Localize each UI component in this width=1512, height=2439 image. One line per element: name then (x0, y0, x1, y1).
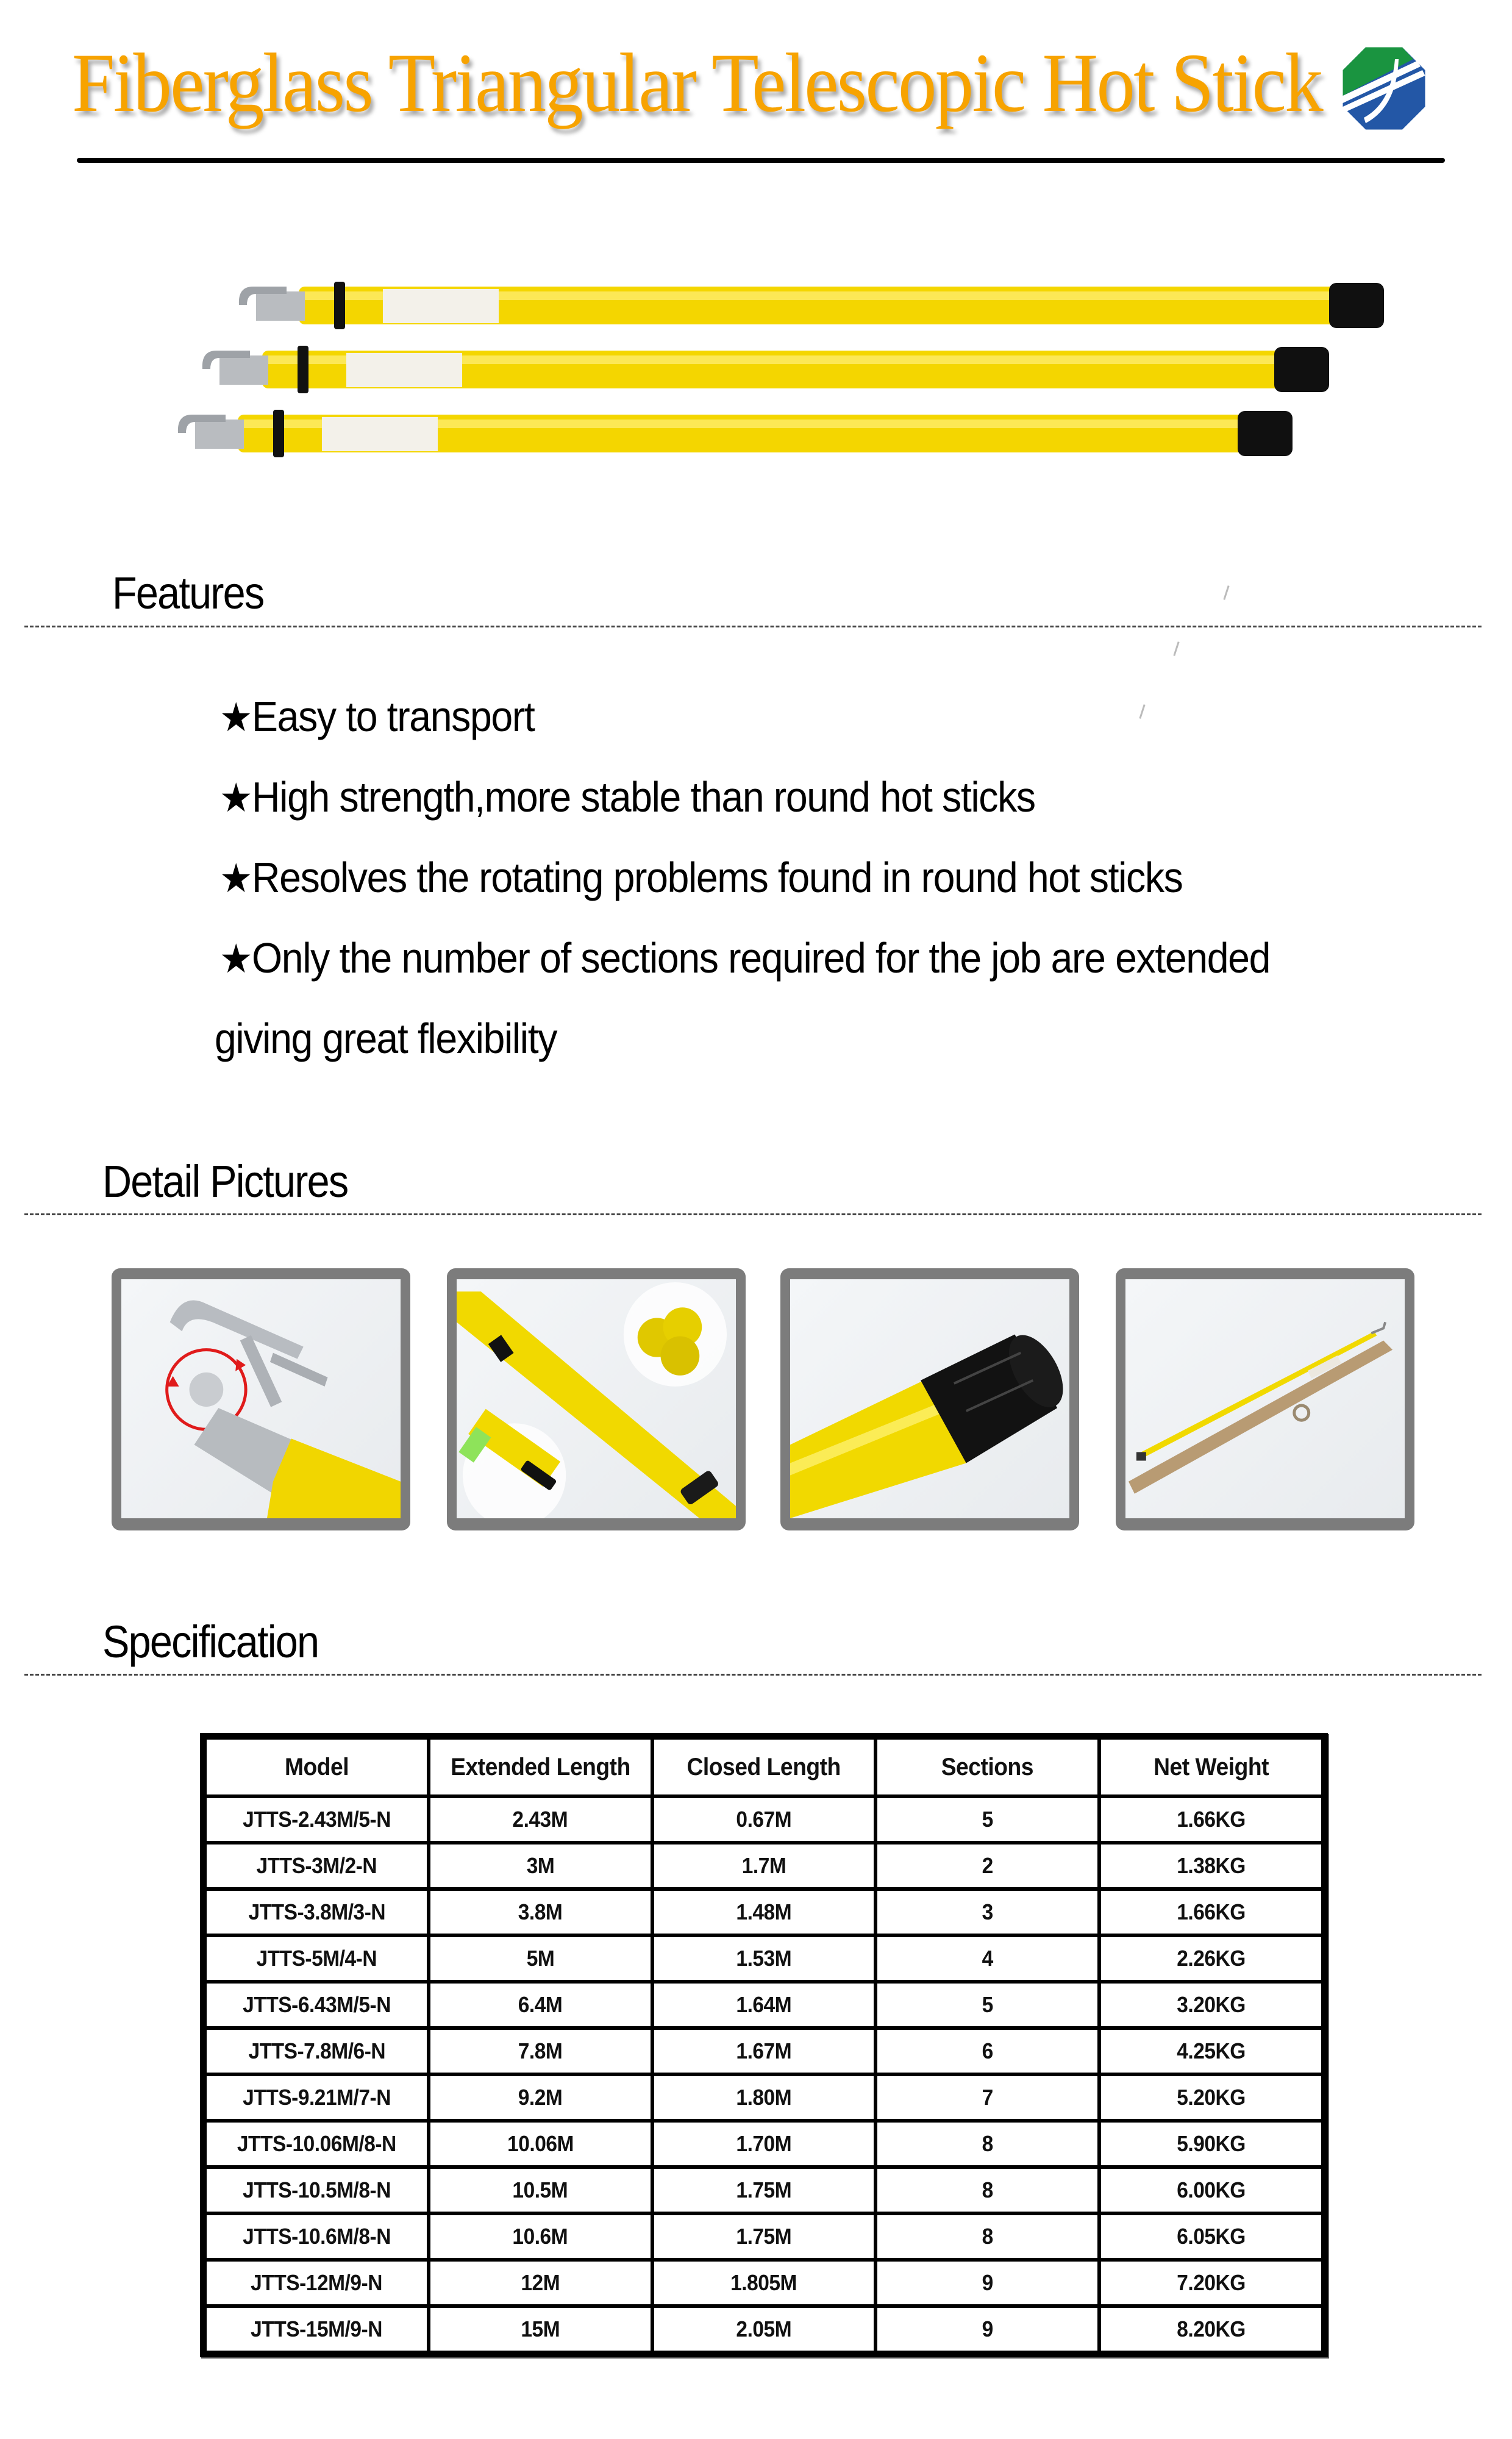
features-divider (24, 626, 1482, 627)
cell-closed-length: 1.805M (652, 2260, 876, 2306)
cell-model: JTTS-3.8M/3-N (205, 1889, 429, 1935)
cell-net-weight: 1.66KG (1099, 1796, 1323, 1843)
feature-item: ★Resolves the rotating problems found in round hot sticks (219, 854, 1183, 902)
cell-extended-length: 3.8M (429, 1889, 652, 1935)
cell-extended-length: 6.4M (429, 1982, 652, 2028)
table-row (205, 1982, 1323, 2028)
cell-sections: 9 (875, 2260, 1099, 2306)
cell-extended-length: 15M (429, 2306, 652, 2352)
cell-sections: 8 (875, 2213, 1099, 2260)
cell-model: JTTS-10.5M/8-N (205, 2167, 429, 2213)
table-row (205, 2260, 1323, 2306)
detail-picture-4[interactable] (1116, 1268, 1414, 1530)
cell-extended-length: 12M (429, 2260, 652, 2306)
cell-extended-length: 2.43M (429, 1796, 652, 1843)
cell-sections: 9 (875, 2306, 1099, 2352)
cell-closed-length: 1.70M (652, 2121, 876, 2167)
column-header-closed-length: Closed Length (652, 1738, 876, 1796)
specification-divider (24, 1674, 1482, 1676)
features-list (215, 677, 1439, 1078)
cell-net-weight: 3.20KG (1099, 1982, 1323, 2028)
column-header-net-weight: Net Weight (1099, 1738, 1323, 1796)
cell-closed-length: 1.53M (652, 1935, 876, 1982)
cell-closed-length: 0.67M (652, 1796, 876, 1843)
cell-net-weight: 8.20KG (1099, 2306, 1323, 2352)
cell-closed-length: 2.05M (652, 2306, 876, 2352)
cell-net-weight: 7.20KG (1099, 2260, 1323, 2306)
column-header-sections: Sections (875, 1738, 1099, 1796)
cell-closed-length: 1.75M (652, 2213, 876, 2260)
detail-picture-1[interactable] (112, 1268, 410, 1530)
feature-item-continuation: giving great flexibility (215, 1015, 557, 1062)
cell-net-weight: 1.66KG (1099, 1889, 1323, 1935)
cell-model: JTTS-7.8M/6-N (205, 2028, 429, 2074)
cell-sections: 8 (875, 2167, 1099, 2213)
star-icon: ★ (219, 694, 252, 741)
cell-net-weight: 1.38KG (1099, 1843, 1323, 1889)
cell-model: JTTS-15M/9-N (205, 2306, 429, 2352)
cell-sections: 5 (875, 1982, 1099, 2028)
table-row (205, 2213, 1323, 2260)
table-row (205, 1843, 1323, 1889)
cell-extended-length: 3M (429, 1843, 652, 1889)
cell-extended-length: 9.2M (429, 2074, 652, 2121)
rotating-hook-head-photo (121, 1279, 401, 1518)
table-row (205, 2306, 1323, 2352)
cell-extended-length: 10.06M (429, 2121, 652, 2167)
cell-model: JTTS-10.06M/8-N (205, 2121, 429, 2167)
star-icon: ★ (219, 855, 252, 902)
cell-net-weight: 5.20KG (1099, 2074, 1323, 2121)
specification-heading: Specification (102, 1616, 319, 1667)
feature-item: ★Only the number of sections required for the job are extended (219, 934, 1271, 982)
cell-net-weight: 4.25KG (1099, 2028, 1323, 2074)
cell-sections: 4 (875, 1935, 1099, 1982)
header-divider (77, 158, 1445, 163)
cell-closed-length: 1.75M (652, 2167, 876, 2213)
cell-closed-length: 1.48M (652, 1889, 876, 1935)
cell-sections: 3 (875, 1889, 1099, 1935)
specification-table (200, 1733, 1328, 2357)
cell-extended-length: 10.5M (429, 2167, 652, 2213)
star-icon: ★ (219, 774, 252, 821)
cell-model: JTTS-10.6M/8-N (205, 2213, 429, 2260)
cell-closed-length: 1.67M (652, 2028, 876, 2074)
detail-picture-3[interactable] (780, 1268, 1079, 1530)
cell-net-weight: 2.26KG (1099, 1935, 1323, 1982)
column-header-model: Model (205, 1738, 429, 1796)
cell-model: JTTS-9.21M/7-N (205, 2074, 429, 2121)
detail-pictures-heading: Detail Pictures (102, 1156, 348, 1207)
table-row (205, 2121, 1323, 2167)
features-heading: Features (112, 568, 264, 618)
table-row (205, 1935, 1323, 1982)
detail-pictures-divider (24, 1213, 1482, 1215)
cell-closed-length: 1.64M (652, 1982, 876, 2028)
hot-stick-3 (178, 410, 1293, 457)
table-row (205, 2028, 1323, 2074)
cell-model: JTTS-2.43M/5-N (205, 1796, 429, 1843)
hot-stick-1 (239, 282, 1384, 329)
cell-extended-length: 10.6M (429, 2213, 652, 2260)
table-header-row (205, 1738, 1323, 1796)
image-speck (1223, 585, 1229, 600)
three-telescopic-hot-sticks-photo (146, 262, 1396, 494)
company-logo-icon (1338, 43, 1430, 134)
cell-net-weight: 5.90KG (1099, 2121, 1323, 2167)
stick-with-storage-tube-photo (1125, 1279, 1405, 1518)
cell-closed-length: 1.80M (652, 2074, 876, 2121)
cell-sections: 8 (875, 2121, 1099, 2167)
cell-model: JTTS-3M/2-N (205, 1843, 429, 1889)
detail-picture-2[interactable] (447, 1268, 746, 1530)
star-icon: ★ (219, 935, 252, 982)
cell-model: JTTS-6.43M/5-N (205, 1982, 429, 2028)
cell-sections: 7 (875, 2074, 1099, 2121)
cell-model: JTTS-5M/4-N (205, 1935, 429, 1982)
cell-extended-length: 5M (429, 1935, 652, 1982)
page-title: Fiberglass Triangular Telescopic Hot Stick (72, 36, 1322, 129)
cell-net-weight: 6.05KG (1099, 2213, 1323, 2260)
rubber-end-cap-photo (790, 1279, 1069, 1518)
feature-item: ★High strength,more stable than round hot sticks (219, 773, 1035, 821)
cell-closed-length: 1.7M (652, 1843, 876, 1889)
table-row (205, 2167, 1323, 2213)
hot-stick-2 (202, 346, 1329, 393)
column-header-extended-length: Extended Length (429, 1738, 652, 1796)
cell-sections: 6 (875, 2028, 1099, 2074)
triangular-tube-sections-photo (457, 1279, 736, 1518)
image-speck (1173, 641, 1179, 656)
feature-item: ★Easy to transport (219, 693, 535, 741)
cell-sections: 2 (875, 1843, 1099, 1889)
table-row (205, 1796, 1323, 1843)
table-row (205, 1889, 1323, 1935)
cell-model: JTTS-12M/9-N (205, 2260, 429, 2306)
cell-extended-length: 7.8M (429, 2028, 652, 2074)
cell-sections: 5 (875, 1796, 1099, 1843)
table-row (205, 2074, 1323, 2121)
cell-net-weight: 6.00KG (1099, 2167, 1323, 2213)
